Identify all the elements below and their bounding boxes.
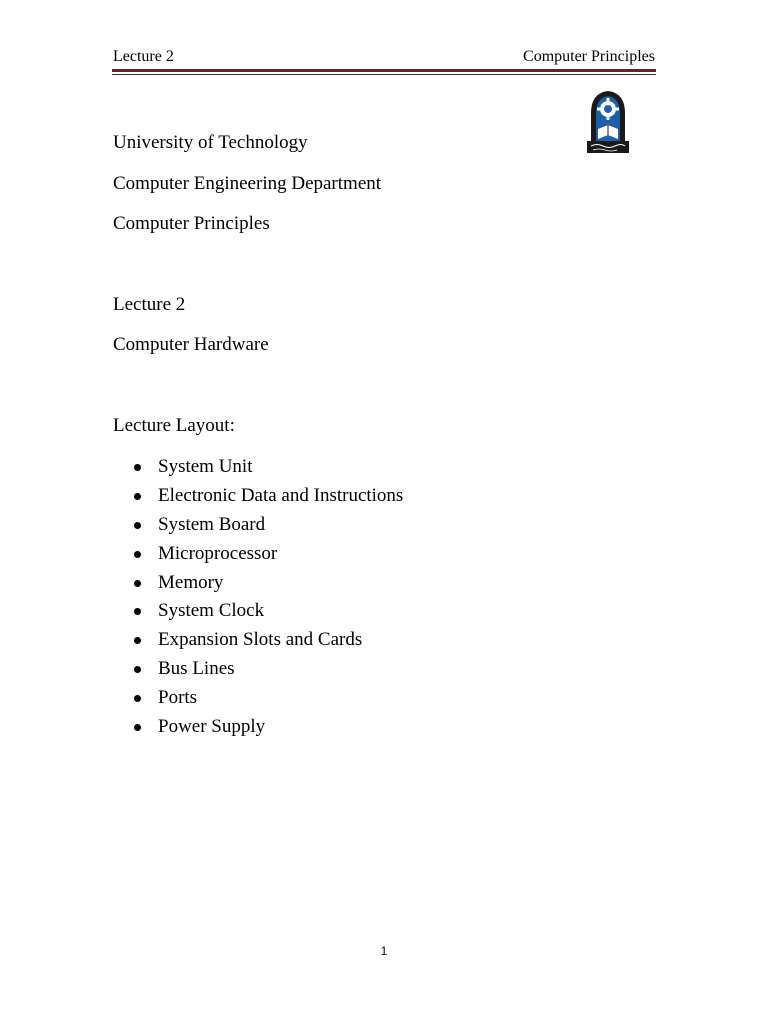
list-item — [113, 484, 403, 513]
list-item-label: System Clock — [158, 600, 265, 622]
page-number: 1 — [380, 944, 388, 958]
list-item-label: Microprocessor — [158, 542, 278, 564]
bullet-icon — [134, 551, 141, 558]
list-item-label: Memory — [158, 571, 224, 593]
list-item — [113, 715, 403, 744]
list-item — [113, 513, 403, 542]
bullet-icon — [134, 666, 141, 673]
university-seal-icon — [587, 89, 629, 153]
bullet-icon — [134, 493, 141, 500]
bullet-icon — [134, 464, 141, 471]
list-item-label: Ports — [158, 687, 198, 709]
list-item-label: Expansion Slots and Cards — [158, 629, 363, 651]
list-item-label: System Board — [158, 513, 266, 535]
course-name: Computer Principles — [113, 213, 270, 234]
list-item — [113, 628, 403, 657]
header-course-label: Computer Principles — [523, 48, 655, 65]
lecture-topics-list — [113, 455, 403, 744]
bullet-icon — [134, 522, 141, 529]
lecture-number: Lecture 2 — [113, 294, 186, 315]
header-divider-thick — [112, 69, 656, 72]
bullet-icon — [134, 580, 141, 587]
bullet-icon — [134, 608, 141, 615]
list-item-label: Bus Lines — [158, 658, 235, 680]
list-item — [113, 599, 403, 628]
list-item — [113, 455, 403, 484]
header-lecture-label: Lecture 2 — [113, 48, 174, 65]
list-item — [113, 686, 403, 715]
university-name: University of Technology — [113, 132, 308, 153]
bullet-icon — [134, 695, 141, 702]
bullet-icon — [134, 724, 141, 731]
list-item-label: System Unit — [158, 456, 253, 477]
list-item — [113, 657, 403, 686]
bullet-icon — [134, 637, 141, 644]
header-divider-thin — [112, 74, 656, 75]
list-item-label: Electronic Data and Instructions — [158, 484, 404, 506]
lecture-title: Computer Hardware — [113, 334, 269, 355]
department-name: Computer Engineering Department — [113, 173, 382, 194]
list-item — [113, 542, 403, 571]
list-item — [113, 571, 403, 600]
lecture-layout-heading: Lecture Layout: — [113, 415, 235, 436]
list-item-label: Power Supply — [158, 716, 266, 738]
